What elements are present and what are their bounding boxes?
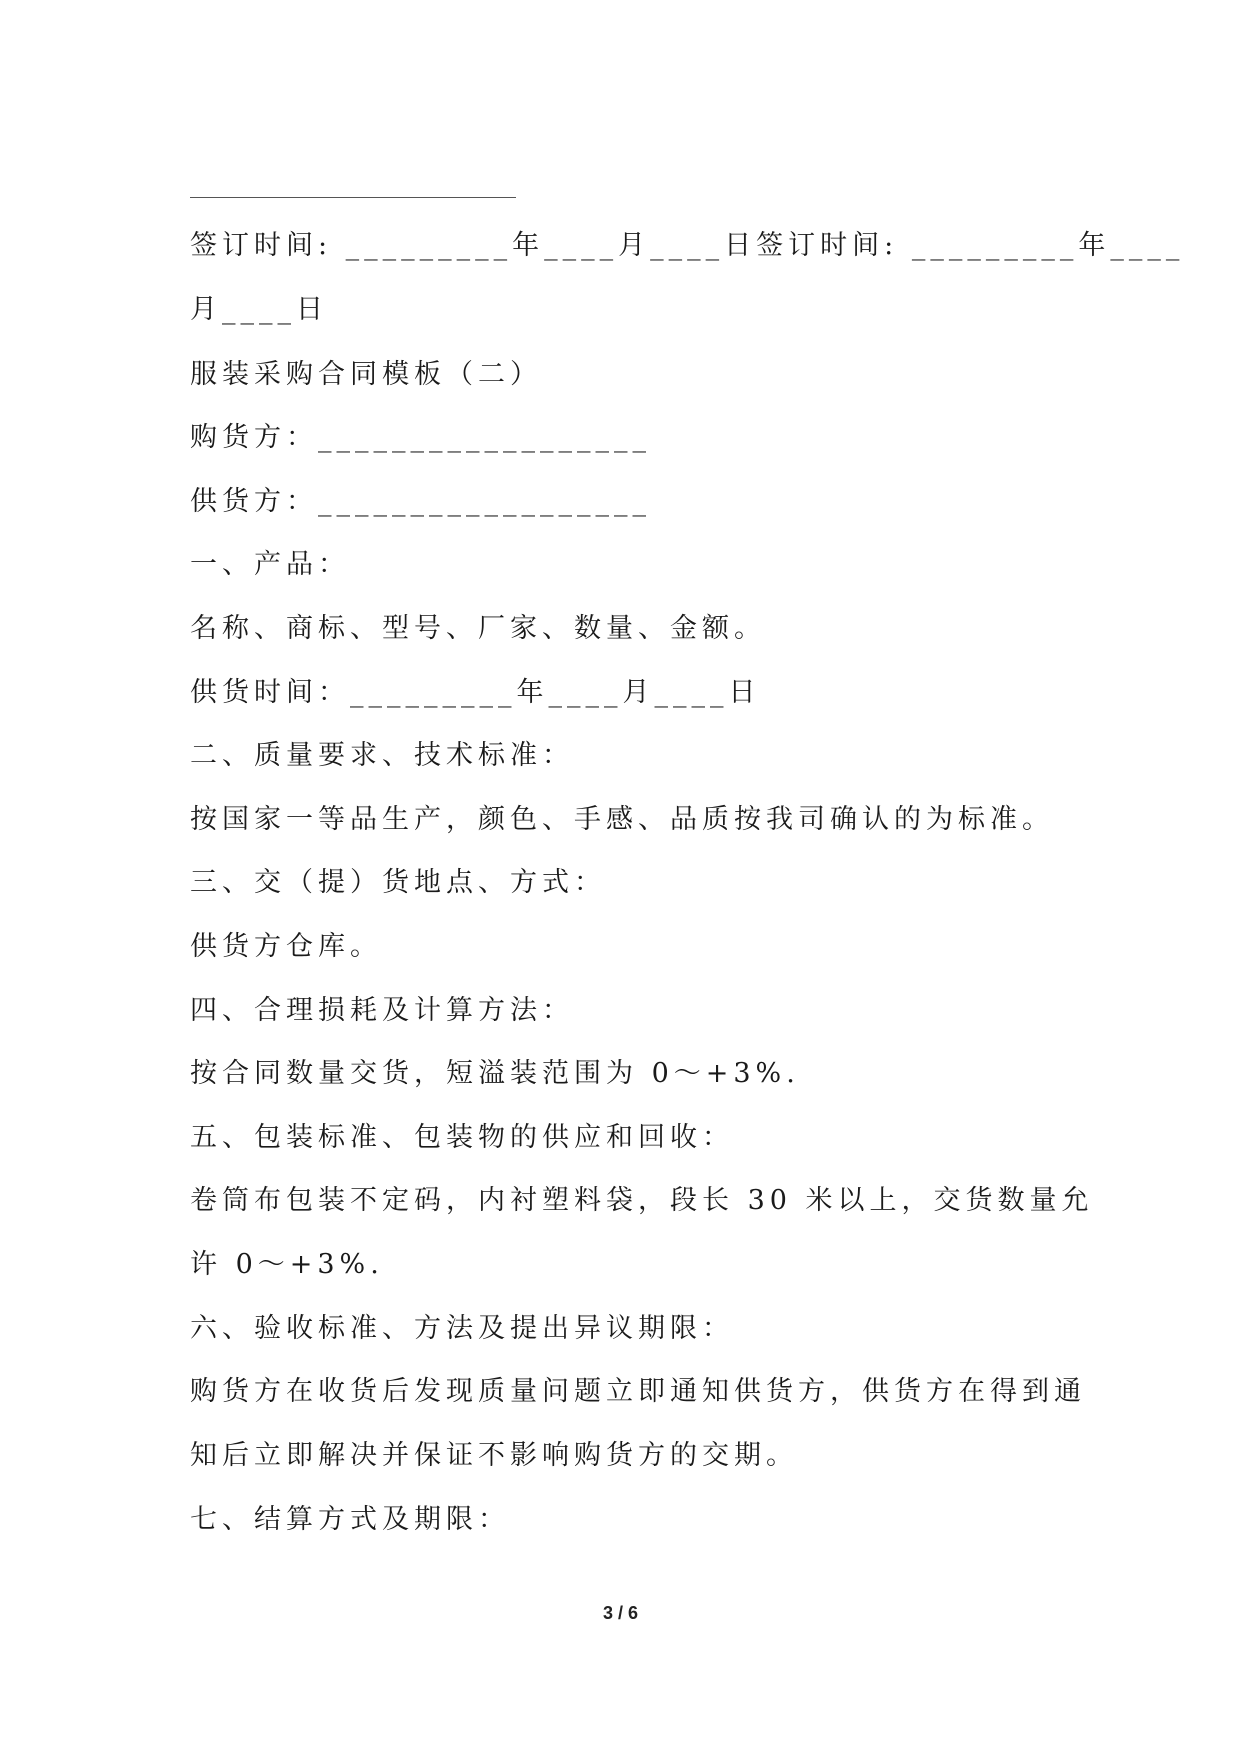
clause-3-body: 供货方仓库。 bbox=[190, 931, 382, 962]
clause-6-heading: 六、验收标准、方法及提出异议期限： bbox=[190, 1313, 734, 1344]
clause-5-body-continued: 许 0～+3%. bbox=[190, 1249, 384, 1280]
clause-2-heading: 二、质量要求、技术标准： bbox=[190, 740, 574, 771]
clause-2-body: 按国家一等品生产，颜色、手感、品质按我司确认的为标准。 bbox=[190, 804, 1054, 835]
clause-1-heading: 一、产品： bbox=[190, 549, 350, 580]
signing-date-line: 签订时间: _________年____月____日签订时间: _________年____ bbox=[190, 230, 1185, 261]
clause-4-body: 按合同数量交货，短溢装范围为 0～+3%. bbox=[190, 1058, 800, 1089]
section-title: 服装采购合同模板（二） bbox=[190, 359, 542, 390]
buyer-line: 购货方：__________________ bbox=[190, 422, 651, 453]
supplier-line: 供货方：__________________ bbox=[190, 486, 651, 517]
page-number: 3 / 6 bbox=[602, 1603, 639, 1623]
delivery-date-line: 供货时间：_________年____月____日 bbox=[190, 677, 761, 708]
top-divider-line bbox=[190, 197, 516, 198]
clause-4-heading: 四、合理损耗及计算方法： bbox=[190, 995, 574, 1026]
clause-6-body: 购货方在收货后发现质量问题立即通知供货方，供货方在得到通 bbox=[190, 1376, 1086, 1407]
clause-6-body-continued: 知后立即解决并保证不影响购货方的交期。 bbox=[190, 1440, 798, 1471]
clause-5-heading: 五、包装标准、包装物的供应和回收： bbox=[190, 1122, 734, 1153]
clause-1-body: 名称、商标、型号、厂家、数量、金额。 bbox=[190, 613, 766, 644]
clause-5-body: 卷筒布包装不定码，内衬塑料袋，段长 30 米以上，交货数量允 bbox=[190, 1185, 1094, 1216]
clause-7-heading: 七、结算方式及期限： bbox=[190, 1504, 510, 1535]
signing-date-line-continued: 月____日 bbox=[190, 294, 328, 325]
clause-3-heading: 三、交（提）货地点、方式： bbox=[190, 867, 606, 898]
